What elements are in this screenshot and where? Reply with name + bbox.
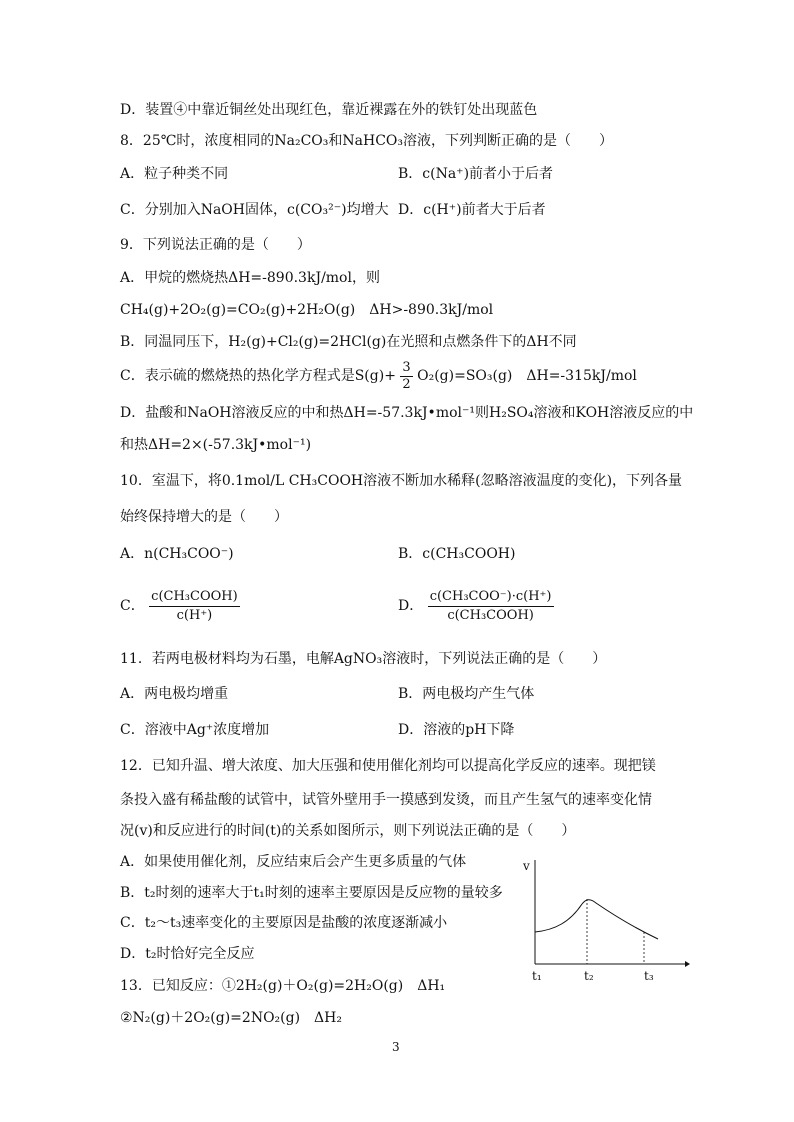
q10-option-d bbox=[398, 586, 554, 626]
q10-option-c-fraction bbox=[149, 588, 240, 625]
q7-option-d: D．装置④中靠近铜丝处出现红色，靠近裸露在外的铁钉处出现蓝色 bbox=[120, 102, 538, 118]
q11-option-b: B．两电极均产生气体 bbox=[398, 686, 535, 702]
q11-option-c: C．溶液中Ag⁺浓度增加 bbox=[120, 722, 270, 738]
q8-option-c: C．分别加入NaOH固体，c(CO₃²⁻)均增大 bbox=[120, 202, 389, 218]
t1-label: t₁ bbox=[532, 969, 542, 983]
q8-option-d: D．c(H⁺)前者大于后者 bbox=[398, 202, 546, 218]
q10-stem: 10．室温下，将0.1mol/L CH₃COOH溶液不断加水稀释(忽略溶液温度的变化)，下列各量 bbox=[120, 473, 683, 489]
q9-option-c-suffix: O₂(g)=SO₃(g) ΔH=-315kJ/mol bbox=[417, 368, 637, 384]
rate-time-graph bbox=[520, 852, 690, 986]
q12-stem: 12．已知升温、增大浓度、加大压强和使用催化剂均可以提高化学反应的速率。现把镁 bbox=[120, 758, 656, 774]
q11-option-d: D．溶液的pH下降 bbox=[398, 722, 515, 738]
q11-option-a: A．两电极均增重 bbox=[120, 686, 229, 702]
q13-reaction-2: ②N₂(g)＋2O₂(g)=2NO₂(g) ΔH₂ bbox=[120, 1010, 342, 1026]
fraction-numerator: c(CH₃COOH) bbox=[149, 588, 240, 607]
q9-option-d-continued: 和热ΔH=2×(-57.3kJ•mol⁻¹) bbox=[120, 437, 312, 453]
q10-option-d-fraction bbox=[428, 588, 554, 625]
q8-option-a: A．粒子种类不同 bbox=[120, 166, 229, 182]
page-number: 3 bbox=[392, 1040, 400, 1054]
t3-label: t₃ bbox=[644, 969, 654, 983]
q9-stem: 9．下列说法正确的是（ ） bbox=[120, 237, 311, 253]
q10-option-c-label: C． bbox=[120, 598, 145, 614]
fraction-denominator: c(H⁺) bbox=[176, 607, 213, 623]
fraction-three-halves bbox=[400, 360, 412, 393]
q9-option-d: D．盐酸和NaOH溶液反应的中和热ΔH=-57.3kJ•mol⁻¹则H₂SO₄溶液和KOH溶液反应的中 bbox=[120, 405, 694, 421]
q12-option-d: D．t₂时恰好完全反应 bbox=[120, 946, 255, 962]
q12-stem-line2: 条投入盛有稀盐酸的试管中，试管外壁用手一摸感到发烫，而且产生氢气的速率变化情 bbox=[120, 792, 652, 808]
q12-option-a: A．如果使用催化剂，反应结束后会产生更多质量的气体 bbox=[120, 854, 467, 870]
fraction-numerator: 3 bbox=[402, 359, 411, 375]
q10-option-a: A．n(CH₃COO⁻) bbox=[120, 546, 234, 562]
q13-stem: 13．已知反应：①2H₂(g)＋O₂(g)=2H₂O(g) ΔH₁ bbox=[120, 978, 446, 994]
q9-option-a-equation: CH₄(g)+2O₂(g)=CO₂(g)+2H₂O(g) ΔH>-890.3kJ/mol bbox=[120, 302, 494, 318]
fraction-denominator: c(CH₃COOH) bbox=[447, 607, 534, 623]
q9-option-c bbox=[120, 358, 637, 394]
q12-stem-line3: 况(v)和反应进行的时间(t)的关系如图所示，则下列说法正确的是（ ） bbox=[120, 823, 576, 839]
q10-option-d-label: D． bbox=[398, 598, 424, 614]
t2-label: t₂ bbox=[584, 969, 594, 983]
q9-option-c-prefix: C．表示硫的燃烧热的热化学方程式是S(g)+ bbox=[120, 368, 396, 384]
fraction-numerator: c(CH₃COO⁻)·c(H⁺) bbox=[428, 588, 554, 607]
q12-option-c: C．t₂～t₃速率变化的主要原因是盐酸的浓度逐渐减小 bbox=[120, 915, 448, 931]
t-axis-arrow bbox=[685, 961, 690, 967]
q10-option-c bbox=[120, 586, 240, 626]
v-axis-label: v bbox=[523, 859, 530, 873]
q12-option-b: B．t₂时刻的速率大于t₁时刻的速率主要原因是反应物的量较多 bbox=[120, 885, 503, 901]
q8-option-b: B．c(Na⁺)前者小于后者 bbox=[398, 166, 554, 182]
q10-option-b: B．c(CH₃COOH) bbox=[398, 546, 516, 562]
q9-option-a: A．甲烷的燃烧热ΔH=-890.3kJ/mol，则 bbox=[120, 270, 380, 286]
q9-option-b: B．同温同压下，H₂(g)+Cl₂(g)=2HCl(g)在光照和点燃条件下的ΔH不同 bbox=[120, 334, 577, 350]
q10-stem-continued: 始终保持增大的是（ ） bbox=[120, 509, 288, 525]
rate-curve bbox=[535, 900, 658, 939]
q11-stem: 11．若两电极材料均为石墨，电解AgNO₃溶液时，下列说法正确的是（ ） bbox=[120, 651, 607, 667]
fraction-denominator: 2 bbox=[402, 376, 411, 392]
q8-stem: 8．25℃时，浓度相同的Na₂CO₃和NaHCO₃溶液，下列判断正确的是（ ） bbox=[120, 133, 613, 149]
